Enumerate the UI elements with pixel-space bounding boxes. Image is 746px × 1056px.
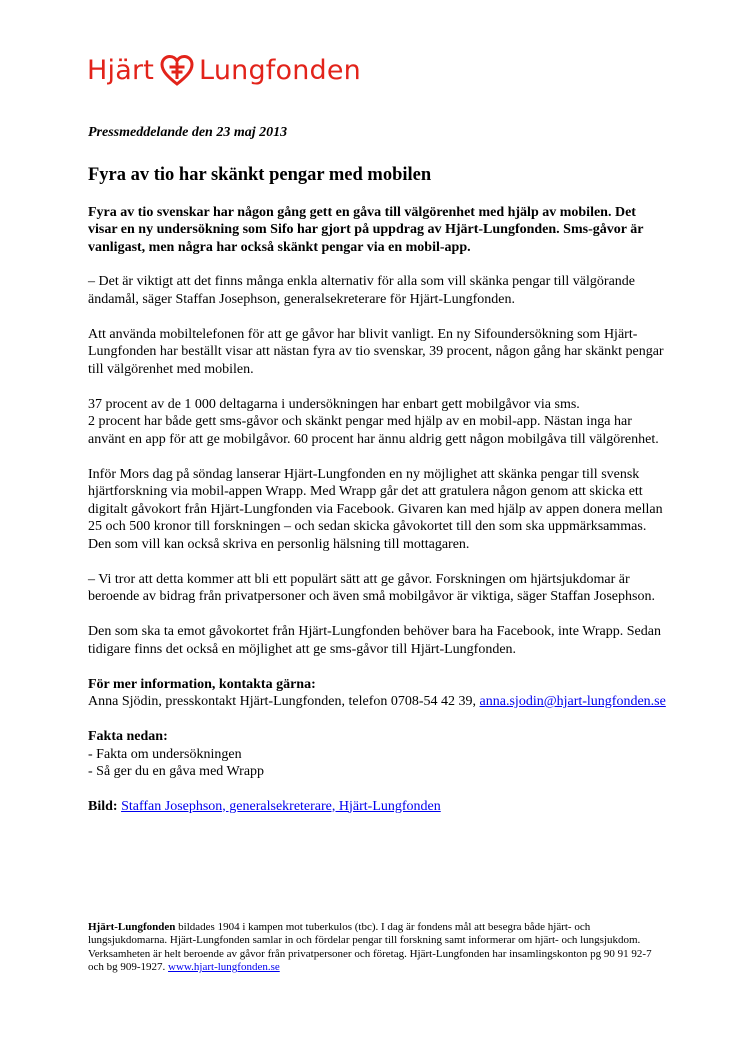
logo-text-left: Hjärt [87, 54, 155, 86]
paragraph: 37 procent av de 1 000 deltagarna i undersökningen har enbart gett mobilgåvor via sms. [88, 396, 580, 412]
image-section [88, 798, 668, 816]
image-label: Bild: [88, 798, 118, 814]
contact-text: Anna Sjödin, presskontakt Hjärt-Lungfonden, telefon 0708-54 42 39, [88, 694, 477, 709]
press-date: Pressmeddelande den 23 maj 2013 [88, 125, 288, 140]
hjart-lungfonden-logo [87, 50, 361, 90]
footer-text: bildades 1904 i kampen mot tuberkulos (tbc). I dag är fondens mål att besegra både hjärt- och lungsjukdomarna. Hjärt-Lungfonden samlar in och fördelar pengar till forskning samt informerar om hjärt- och lungsjukdom. Verksamheten är helt beroende av gåvor från privatpersoner och företag. Hjärt-Lungfonden har insamlingskonton pg 90 91 92-7 och bg 909-1927. [88, 921, 652, 974]
image-link[interactable]: Staffan Josephson, generalsekreterare, Hjärt-Lungfonden [121, 798, 441, 814]
paragraph: – Vi tror att detta kommer att bli ett populärt sätt att ge gåvor. Forskningen om hjärtsjukdomar är beroende av bidrag från privatpersoner och även små mobilgåvor är viktiga, säger Staffan Josephson. [88, 571, 655, 604]
facts-item: - Så ger du en gåva med Wrapp [88, 764, 265, 779]
contact-section [88, 676, 668, 711]
press-release [88, 124, 668, 815]
paragraph: Den som ska ta emot gåvokortet från Hjärt-Lungfonden behöver bara ha Facebook, inte Wrapp. Sedan tidigare finns det också en möjlighet att ge sms-gåvor till Hjärt-Lungfonden. [88, 624, 661, 657]
contact-title: För mer information, kontakta gärna: [88, 676, 316, 692]
paragraph: – Det är viktigt att det finns många enkla alternativ för alla som vill skänka pengar till välgörande ändamål, säger Staffan Josephson, generalsekreterare för Hjärt-Lungfonden. [88, 274, 635, 307]
paragraph: Inför Mors dag på söndag lanserar Hjärt-Lungfonden en ny möjlighet att skänka pengar till svensk hjärtforskning via mobil-appen Wrapp. Med Wrapp går det att gratulera någon genom att skicka ett digitalt gåvokort från Hjärt-Lungfonden via Facebook. Givaren kan med hjälp av appen donera mellan 25 och 500 kronor till forskningen – och sedan skicka gåvokortet till den som ska uppmärksammas. Den som vill kan också skriva en personlig hälsning till mottagaren. [88, 466, 663, 552]
footer-org: Hjärt-Lungfonden [88, 921, 176, 933]
heart-cross-icon [160, 54, 194, 86]
logo-text-right: Lungfonden [199, 54, 361, 86]
facts-title: Fakta nedan: [88, 729, 168, 744]
facts-item: - Fakta om undersökningen [88, 746, 242, 762]
facts-section [88, 728, 668, 781]
contact-email-link[interactable]: anna.sjodin@hjart-lungfonden.se [479, 694, 666, 709]
footer-website-link[interactable]: www.hjart-lungfonden.se [168, 961, 280, 974]
footer [88, 921, 663, 975]
paragraph: 2 procent har både gett sms-gåvor och skänkt pengar med hjälp av en mobil-app. Nästan inga har använt en app för att ge mobilgåvor. 60 procent har ännu aldrig gett någon mobilgåva till välgörenhet. [88, 414, 659, 447]
paragraph: Att använda mobiltelefonen för att ge gåvor har blivit vanligt. En ny Sifoundersökning som Hjärt-Lungfonden har beställt visar att nästan fyra av tio svenskar, 39 procent, någon gång har skänkt pengar till välgörenhet med mobilen. [88, 326, 664, 377]
press-title: Fyra av tio har skänkt pengar med mobilen [88, 164, 432, 185]
press-lead: Fyra av tio svenskar har någon gång gett en gåva till välgörenhet med hjälp av mobilen. Det visar en ny undersökning som Sifo har gjort på uppdrag av Hjärt-Lungfonden. Sms-gåvor är vanligast, men några har också skänkt pengar via en mobil-app. [88, 204, 644, 255]
